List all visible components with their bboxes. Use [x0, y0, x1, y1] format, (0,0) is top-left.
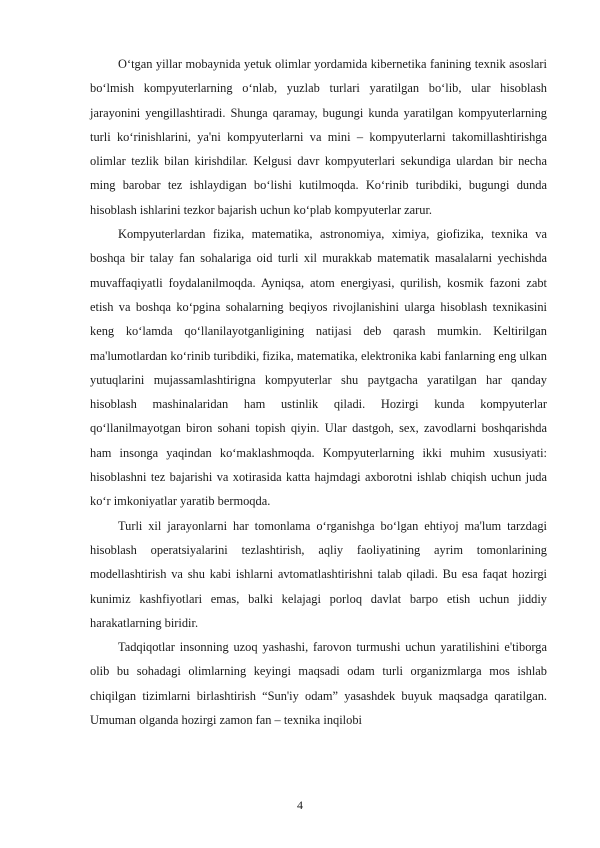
paragraph-4: Tadqiqotlar insonning uzoq yashashi, farovon turmushi uchun yaratilishini e'tiborga olib bu sohadagi olimlarning keyingi maqsadi odam turli organizmlarga mos ishlab chiqilgan tizimlarni birlashtirish “Sun'iy odam” yasashdek buyuk maqsadga qaratilgan. Umuman olganda hozirgi zamon fan – texnika inqilobi: [90, 640, 547, 728]
page-number: 4: [297, 798, 303, 812]
body-text: [90, 52, 547, 732]
paragraph-2: Kompyuterlardan fizika, matematika, astronomiya, ximiya, giofizika, texnika va boshqa bir talay fan sohalariga oid turli xil murakkab matematik masalalarni yechishda muvaffaqiyatli foydalanilmoqda. Ayniqsa, atom energiyasi, qurilish, kosmik fazoni zabt etish va boshqa ko‘pgina sohalarning beqiyos rivojlanishini ularga hisoblash texnikasini keng ko‘lamda qo‘llanilayotganligining natijasi deb qarash mumkin. Keltirilgan ma'lumotlardan ko‘rinib turibdiki, fizika, matematika, elektronika kabi fanlarning eng ulkan yutuqlarini mujassamlashtirigna kompyuterlar shu paytgacha yaratilgan har qanday hisoblash mashinalaridan ham ustinlik qiladi. Hozirgi kunda kompyuterlar qo‘llanilmayotgan biron sohani topish qiyin. Ular dastgoh, sex, zavodlarni boshqarishda ham insonga yaqindan ko‘maklashmoqda. Kompyuterlarning ikki muhim xususiyati: hisoblashni tez bajarishi va xotirasida katta hajmdagi axborotni ishlab chiqish uchun juda ko‘r imkoniyatlar yaratib bermoqda.: [90, 227, 547, 509]
paragraph-1: O‘tgan yillar mobaynida yetuk olimlar yordamida kibernetika fanining texnik asoslari bo‘lmish kompyuterlarning o‘nlab, yuzlab turlari yaratilgan bo‘lib, ular hisoblash jarayonini yengillashtiradi. Shunga qaramay, bugungi kunda yaratilgan kompyuterlarning turli ko‘rinishlarini, ya'ni kompyuterlarni va mini – kompyuterlarni takomillashtirishga olimlar tezlik bilan kirishdilar. Kelgusi davr kompyuterlari sekundiga ulardan bir necha ming barobar tez ishlaydigan bo‘lishi kutilmoqda. Ko‘rinib turibdiki, bugungi dunda hisoblash ishlarini tezkor bajarish uchun ko‘plab kompyuterlar zarur.: [90, 57, 547, 217]
paragraph-3: Turli xil jarayonlarni har tomonlama o‘rganishga bo‘lgan ehtiyoj ma'lum tarzdagi hisoblash operatsiyalarini tezlashtirish, aqliy faoliyatining ayrim tomonlarining modellashtirish va shu kabi ishlarni avtomatlashtirishni talab qiladi. Bu esa faqat hozirgi kunimiz kashfiyotlari emas, balki kelajagi porloq davlat barpo etish uchun jiddiy harakatlarning biridir.: [90, 518, 547, 630]
